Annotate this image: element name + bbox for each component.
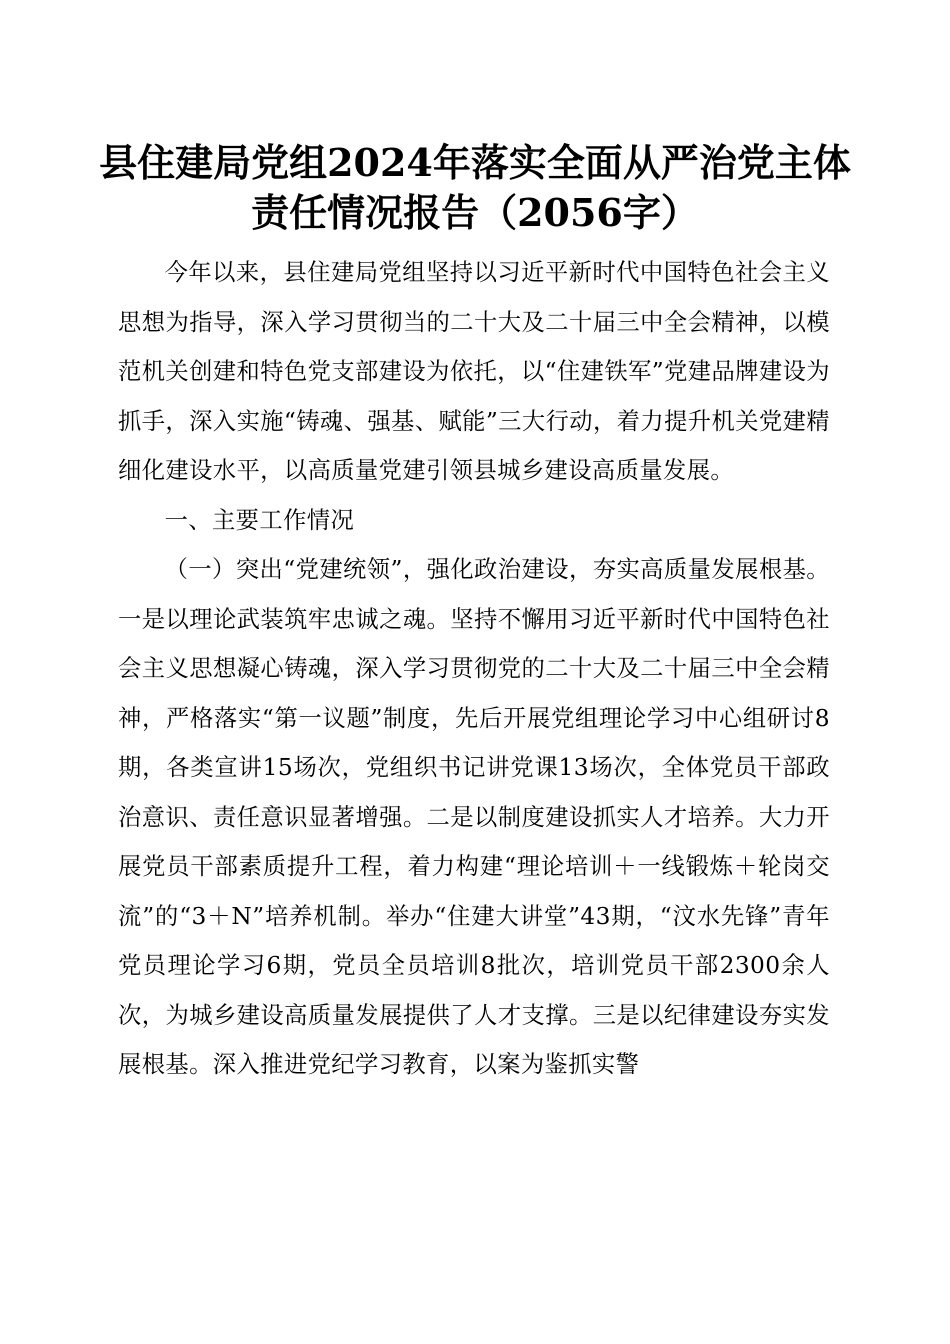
subsection-paragraph: （一）突出“党建统领”，强化政治建设，夯实高质量发展根基。一是以理论武装筑牢忠诚之魂。坚持不懈用习近平新时代中国特色社会主义思想凝心铸魂，深入学习贯彻党的二十大及二十届三中全会精神，严格落实“第一议题”制度，先后开展党组理论学习中心组研讨8期，各类宣讲15场次，党组织书记讲党课13场次，全体党员干部政治意识、责任意识显著增强。二是以制度建设抓实人才培养。大力开展党员干部素质提升工程，着力构建“理论培训＋一线锻炼＋轮岗交流”的“3＋N”培养机制。举办“住建大讲堂”43期，“汶水先锋”青年党员理论学习6期，党员全员培训8批次，培训党员干部2300余人次，为城乡建设高质量发展提供了人才支撑。三是以纪律建设夯实发展根基。深入推进党纪学习教育，以案为鉴抓实警	[118, 556, 830, 1078]
intro-paragraph: 今年以来，县住建局党组坚持以习近平新时代中国特色社会主义思想为指导，深入学习贯彻当的二十大及二十届三中全会精神，以模范机关创建和特色党支部建设为依托，以“住建铁军”党建品牌建设为抓手，深入实施“铸魂、强基、赋能”三大行动，着力提升机关党建精细化建设水平，以高质量党建引领县城乡建设高质量发展。	[118, 259, 830, 484]
document-body	[118, 248, 830, 1090]
document-title	[60, 138, 890, 238]
section-heading: 一、主要工作情况	[164, 506, 355, 534]
title-line-2: 责任情况报告（2056字）	[251, 190, 699, 235]
title-line-1: 县住建局党组2024年落实全面从严治党主体	[99, 140, 851, 185]
